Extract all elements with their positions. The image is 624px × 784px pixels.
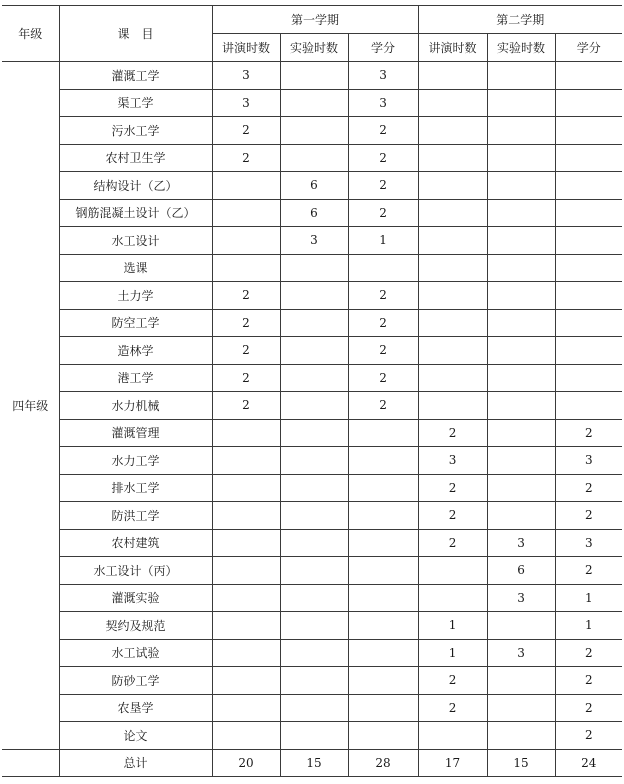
s2-credits-cell	[555, 392, 622, 420]
s1-credits-cell: 2	[348, 364, 418, 392]
s1-credits-cell	[348, 447, 418, 475]
course-name-cell: 渠工学	[59, 89, 212, 117]
s1-credits-header: 学分	[348, 34, 418, 62]
s1-lab-hours-cell	[280, 144, 348, 172]
s2-lab-hours-cell	[487, 612, 555, 640]
s2-lecture-hours-cell: 2	[418, 667, 487, 695]
s2-credits-cell: 1	[555, 584, 622, 612]
s2-lab-hours-cell	[487, 282, 555, 310]
course-name-cell: 防空工学	[59, 309, 212, 337]
s2-lecture-hours-cell: 2	[418, 474, 487, 502]
s2-lecture-hours-cell	[418, 254, 487, 282]
s1-lecture-hours-cell	[212, 722, 280, 750]
s1-lecture-hours-cell	[212, 172, 280, 200]
course-name-cell: 农村卫生学	[59, 144, 212, 172]
s2-lecture-hours-cell: 3	[418, 447, 487, 475]
s1-lab-hours-cell: 6	[280, 199, 348, 227]
s2-lab-hours-cell	[487, 62, 555, 90]
s2-lecture-hours-cell: 2	[418, 419, 487, 447]
s2-lecture-hours-cell	[418, 722, 487, 750]
s1-lab-hours-cell	[280, 392, 348, 420]
table-row	[2, 419, 622, 447]
s1-lecture-hours-cell: 2	[212, 364, 280, 392]
s2-lab-hours-cell: 6	[487, 557, 555, 585]
course-name-cell: 水工设计	[59, 227, 212, 255]
s2-lab-hours-cell	[487, 502, 555, 530]
s1-lecture-hours-cell	[212, 254, 280, 282]
table-row	[2, 309, 622, 337]
course-name-cell: 农村建筑	[59, 529, 212, 557]
s1-lecture-hours-cell: 2	[212, 309, 280, 337]
s2-credits-cell: 2	[555, 557, 622, 585]
s2-lecture-hours-cell	[418, 309, 487, 337]
s1-lab-hours-cell	[280, 667, 348, 695]
s2-credits-cell	[555, 62, 622, 90]
s2-lecture-hours-cell: 17	[418, 749, 487, 777]
table-row	[2, 667, 622, 695]
s1-lab-hours-cell	[280, 89, 348, 117]
s2-credits-cell	[555, 282, 622, 310]
s2-credits-cell	[555, 199, 622, 227]
s1-credits-cell: 2	[348, 309, 418, 337]
s1-credits-cell	[348, 639, 418, 667]
s2-lecture-hours-cell: 1	[418, 612, 487, 640]
s1-lab-hours-cell	[280, 419, 348, 447]
s2-credits-cell	[555, 172, 622, 200]
s2-credits-cell	[555, 227, 622, 255]
s1-credits-cell	[348, 529, 418, 557]
s2-lecture-hours-cell: 1	[418, 639, 487, 667]
s2-lab-hours-cell	[487, 172, 555, 200]
s1-lab-hours-cell	[280, 529, 348, 557]
s1-lab-hours-cell	[280, 722, 348, 750]
s1-lecture-hours-cell	[212, 667, 280, 695]
s2-lab-hours-cell	[487, 227, 555, 255]
s1-credits-cell	[348, 474, 418, 502]
table-row	[2, 117, 622, 145]
s2-lab-hours-header: 实验时数	[487, 34, 555, 62]
course-name-cell: 污水工学	[59, 117, 212, 145]
table-row	[2, 144, 622, 172]
s2-lab-hours-cell	[487, 89, 555, 117]
s2-credits-cell: 2	[555, 502, 622, 530]
course-header: 课 目	[59, 6, 212, 62]
s2-lecture-hours-cell	[418, 62, 487, 90]
s2-lecture-hours-cell	[418, 282, 487, 310]
s2-lecture-hours-cell	[418, 392, 487, 420]
s2-lecture-hours-cell	[418, 584, 487, 612]
course-name-cell: 水力工学	[59, 447, 212, 475]
s2-lab-hours-cell	[487, 447, 555, 475]
course-name-cell: 选课	[59, 254, 212, 282]
s1-lecture-hours-cell	[212, 557, 280, 585]
course-name-cell: 灌溉实验	[59, 584, 212, 612]
table-row	[2, 282, 622, 310]
s2-credits-cell: 3	[555, 529, 622, 557]
s2-lecture-hours-cell	[418, 337, 487, 365]
course-name-cell: 水工试验	[59, 639, 212, 667]
table-row	[2, 694, 622, 722]
s2-lecture-hours-cell: 2	[418, 502, 487, 530]
grade-cell-empty	[2, 749, 59, 777]
table-row	[2, 392, 622, 420]
s1-lecture-hours-cell	[212, 639, 280, 667]
s1-lab-hours-cell	[280, 254, 348, 282]
table-row	[2, 447, 622, 475]
table-row	[2, 199, 622, 227]
s1-credits-cell: 2	[348, 172, 418, 200]
s1-credits-cell: 2	[348, 392, 418, 420]
s2-credits-cell	[555, 89, 622, 117]
s2-lecture-hours-cell	[418, 227, 487, 255]
total-row	[2, 749, 622, 777]
table-row	[2, 639, 622, 667]
s2-credits-cell	[555, 144, 622, 172]
s1-lecture-hours-cell	[212, 199, 280, 227]
table-row	[2, 172, 622, 200]
s1-credits-cell: 28	[348, 749, 418, 777]
table-row	[2, 62, 622, 90]
s2-lab-hours-cell: 3	[487, 529, 555, 557]
course-name-cell: 防砂工学	[59, 667, 212, 695]
s1-credits-cell: 3	[348, 62, 418, 90]
s2-lab-hours-cell	[487, 722, 555, 750]
s1-credits-cell	[348, 722, 418, 750]
course-name-cell: 灌溉管理	[59, 419, 212, 447]
s1-credits-cell	[348, 612, 418, 640]
s2-lecture-hours-cell: 2	[418, 529, 487, 557]
s1-lab-hours-cell	[280, 557, 348, 585]
s1-credits-cell	[348, 557, 418, 585]
table-row	[2, 89, 622, 117]
s1-lab-hours-cell	[280, 584, 348, 612]
s2-credits-cell: 2	[555, 474, 622, 502]
s1-lab-hours-cell	[280, 117, 348, 145]
s2-credits-cell	[555, 364, 622, 392]
s2-lab-hours-cell	[487, 419, 555, 447]
s1-lecture-hours-cell	[212, 694, 280, 722]
s1-lecture-hours-cell	[212, 447, 280, 475]
s2-credits-cell: 2	[555, 722, 622, 750]
course-name-cell: 港工学	[59, 364, 212, 392]
s1-credits-cell: 3	[348, 89, 418, 117]
s1-lecture-hours-cell: 2	[212, 337, 280, 365]
s1-lab-hours-cell	[280, 309, 348, 337]
table-row	[2, 502, 622, 530]
s1-credits-cell: 2	[348, 117, 418, 145]
s2-credits-cell: 2	[555, 667, 622, 695]
course-name-cell: 造林学	[59, 337, 212, 365]
s1-credits-cell	[348, 584, 418, 612]
s2-lab-hours-cell	[487, 337, 555, 365]
s2-credits-cell: 2	[555, 639, 622, 667]
s1-lab-hours-cell	[280, 62, 348, 90]
s2-lab-hours-cell	[487, 474, 555, 502]
s2-lab-hours-cell	[487, 667, 555, 695]
s1-credits-cell: 1	[348, 227, 418, 255]
s1-lecture-hours-header: 讲演时数	[212, 34, 280, 62]
s1-credits-cell: 2	[348, 282, 418, 310]
course-name-cell: 水工设计（丙）	[59, 557, 212, 585]
s2-credits-cell: 2	[555, 694, 622, 722]
table-row	[2, 722, 622, 750]
s2-lab-hours-cell	[487, 694, 555, 722]
s2-credits-cell: 2	[555, 419, 622, 447]
course-name-cell: 论文	[59, 722, 212, 750]
s1-lecture-hours-cell	[212, 227, 280, 255]
s1-lecture-hours-cell	[212, 502, 280, 530]
s2-credits-cell	[555, 309, 622, 337]
s1-lab-hours-header: 实验时数	[280, 34, 348, 62]
course-name-cell: 总计	[59, 749, 212, 777]
s1-lab-hours-cell	[280, 282, 348, 310]
s2-credits-header: 学分	[555, 34, 622, 62]
s2-lecture-hours-cell	[418, 172, 487, 200]
s1-lecture-hours-cell	[212, 612, 280, 640]
s1-lecture-hours-cell	[212, 474, 280, 502]
s2-lab-hours-cell: 3	[487, 584, 555, 612]
s1-lecture-hours-cell: 2	[212, 117, 280, 145]
s1-credits-cell: 2	[348, 337, 418, 365]
table-body	[2, 62, 622, 777]
table-row	[2, 474, 622, 502]
s1-credits-cell: 2	[348, 144, 418, 172]
s2-lecture-hours-cell	[418, 144, 487, 172]
s2-lecture-hours-cell	[418, 364, 487, 392]
s1-credits-cell: 2	[348, 199, 418, 227]
s2-lecture-hours-cell	[418, 89, 487, 117]
table-row	[2, 612, 622, 640]
s1-lecture-hours-cell: 20	[212, 749, 280, 777]
table-row	[2, 557, 622, 585]
s1-lecture-hours-cell: 2	[212, 144, 280, 172]
s2-lab-hours-cell	[487, 364, 555, 392]
s1-lab-hours-cell	[280, 502, 348, 530]
s1-lab-hours-cell: 6	[280, 172, 348, 200]
s1-credits-cell	[348, 254, 418, 282]
grade-header: 年级	[2, 6, 59, 62]
table-row	[2, 337, 622, 365]
s1-lecture-hours-cell: 3	[212, 62, 280, 90]
course-name-cell: 排水工学	[59, 474, 212, 502]
s2-lecture-hours-cell	[418, 557, 487, 585]
course-name-cell: 土力学	[59, 282, 212, 310]
s1-lab-hours-cell	[280, 337, 348, 365]
s2-lab-hours-cell	[487, 254, 555, 282]
s1-credits-cell	[348, 694, 418, 722]
s1-lecture-hours-cell: 2	[212, 392, 280, 420]
s1-credits-cell	[348, 667, 418, 695]
s2-lab-hours-cell: 15	[487, 749, 555, 777]
s2-credits-cell: 1	[555, 612, 622, 640]
s1-lab-hours-cell	[280, 364, 348, 392]
s1-lecture-hours-cell: 3	[212, 89, 280, 117]
s2-lab-hours-cell	[487, 144, 555, 172]
s2-credits-cell: 24	[555, 749, 622, 777]
s2-lecture-hours-cell	[418, 117, 487, 145]
s2-credits-cell	[555, 254, 622, 282]
s2-lab-hours-cell: 3	[487, 639, 555, 667]
s2-lab-hours-cell	[487, 117, 555, 145]
semester1-header: 第一学期	[212, 6, 418, 34]
s1-lecture-hours-cell	[212, 584, 280, 612]
curriculum-table	[2, 5, 622, 777]
table-row	[2, 254, 622, 282]
s1-lab-hours-cell	[280, 639, 348, 667]
semester2-header: 第二学期	[418, 6, 622, 34]
s2-lecture-hours-cell	[418, 199, 487, 227]
table-row	[2, 584, 622, 612]
course-name-cell: 钢筋混凝土设计（乙）	[59, 199, 212, 227]
grade-cell: 四年级	[2, 62, 59, 750]
s2-credits-cell	[555, 337, 622, 365]
course-name-cell: 防洪工学	[59, 502, 212, 530]
table-row	[2, 364, 622, 392]
s2-credits-cell: 3	[555, 447, 622, 475]
table-row	[2, 227, 622, 255]
s1-lecture-hours-cell	[212, 529, 280, 557]
s1-credits-cell	[348, 419, 418, 447]
s1-credits-cell	[348, 502, 418, 530]
s1-lab-hours-cell	[280, 694, 348, 722]
s1-lab-hours-cell: 15	[280, 749, 348, 777]
s2-lecture-hours-header: 讲演时数	[418, 34, 487, 62]
s1-lab-hours-cell	[280, 474, 348, 502]
course-name-cell: 契约及规范	[59, 612, 212, 640]
s1-lecture-hours-cell: 2	[212, 282, 280, 310]
course-name-cell: 结构设计（乙）	[59, 172, 212, 200]
s1-lab-hours-cell: 3	[280, 227, 348, 255]
s2-credits-cell	[555, 117, 622, 145]
course-name-cell: 农垦学	[59, 694, 212, 722]
table-row	[2, 529, 622, 557]
s2-lab-hours-cell	[487, 392, 555, 420]
s1-lab-hours-cell	[280, 612, 348, 640]
s2-lab-hours-cell	[487, 309, 555, 337]
s1-lab-hours-cell	[280, 447, 348, 475]
s2-lecture-hours-cell: 2	[418, 694, 487, 722]
s2-lab-hours-cell	[487, 199, 555, 227]
s1-lecture-hours-cell	[212, 419, 280, 447]
course-name-cell: 灌溉工学	[59, 62, 212, 90]
course-name-cell: 水力机械	[59, 392, 212, 420]
